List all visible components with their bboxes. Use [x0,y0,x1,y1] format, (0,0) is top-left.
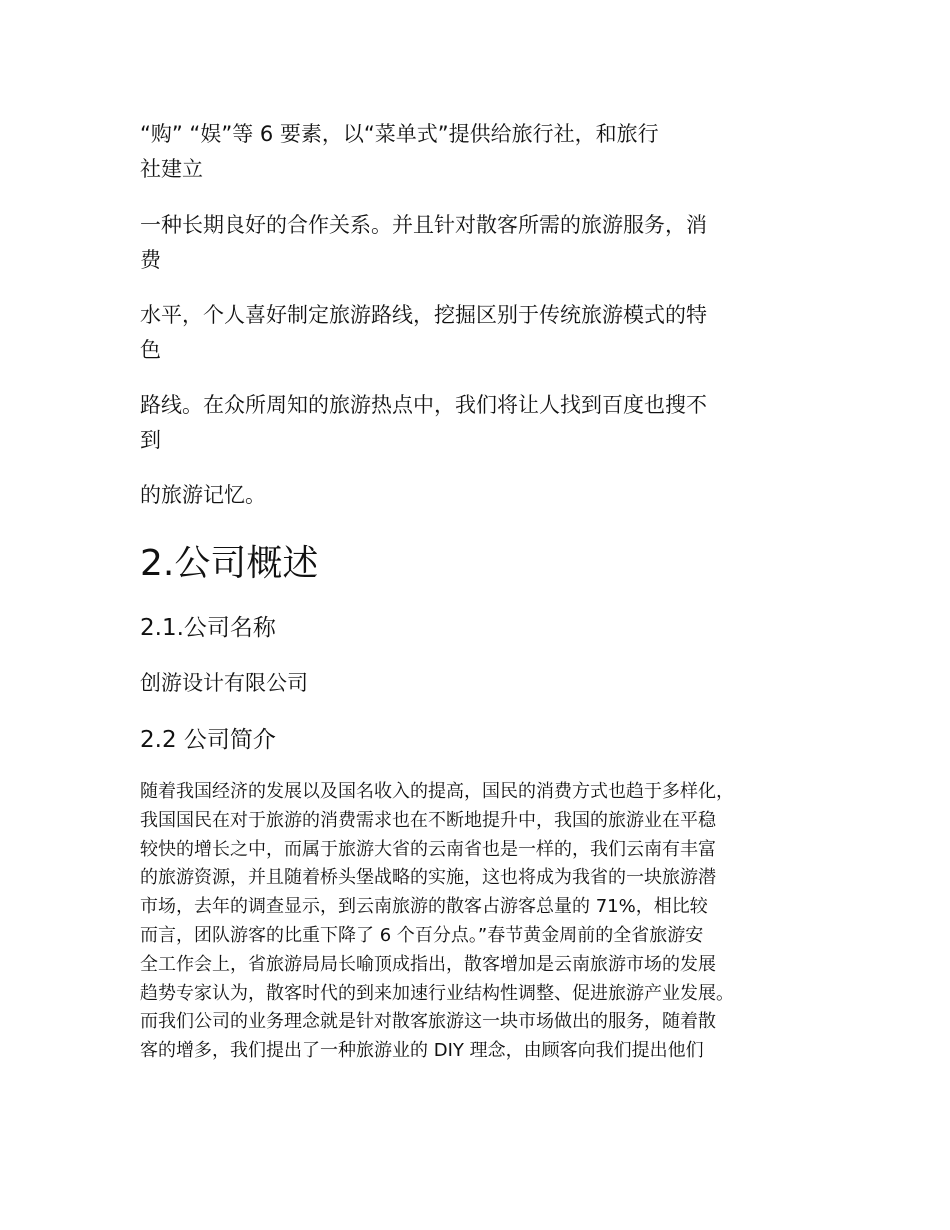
text-line: 费 [140,248,161,272]
text-line: 的旅游资源，并且随着桥头堡战略的实施，这也将成为我省的一块旅游潜 [140,867,716,889]
intro-paragraph-5 [140,478,830,513]
intro-paragraph-1 [140,117,830,187]
text-line: 而言，团队游客的比重下降了 6 个百分点。”春节黄金周前的全省旅游安 [140,924,704,946]
text-line: 色 [140,338,161,362]
text-line: 市场，去年的调查显示，到云南旅游的散客占游客总量的 71%，相比较 [140,896,708,918]
section-heading: 2.公司概述 [140,543,319,584]
text-line: 路线。在众所周知的旅游热点中，我们将让人找到百度也搜不 [140,393,707,417]
text-line: “购” “娱”等 6 要素，以“菜单式”提供给旅行社，和旅行 [140,122,659,146]
intro-paragraph-2 [140,208,830,278]
text-line: 而我们公司的业务理念就是针对散客旅游这一块市场做出的服务，随着散 [140,1011,716,1033]
text-line: 的旅游记忆。 [140,483,266,507]
intro-paragraph-3 [140,298,830,368]
text-line: 创游设计有限公司 [140,671,308,695]
text-line: 全工作会上，省旅游局局长喻顶成指出，散客增加是云南旅游市场的发展 [140,953,716,975]
text-line: 我国国民在对于旅游的消费需求也在不断地提升中，我国的旅游业在平稳 [140,809,716,831]
subsection-heading-company-intro: 2.2 公司简介 [140,727,276,753]
text-line: 趋势专家认为，散客时代的到来加速行业结构性调整、促进旅游产业发展。 [140,982,734,1004]
text-line: 社建立 [140,157,203,181]
company-name-text [140,666,830,701]
text-line: 客的增多，我们提出了一种旅游业的 DIY 理念，由顾客向我们提出他们 [140,1040,704,1062]
text-line: 水平，个人喜好制定旅游路线，挖掘区别于传统旅游模式的特 [140,303,707,327]
company-intro-body [140,778,840,1066]
text-line: 较快的增长之中，而属于旅游大省的云南省也是一样的，我们云南有丰富 [140,838,716,860]
text-line: 到 [140,428,161,452]
text-line: 随着我国经济的发展以及国名收入的提高，国民的消费方式也趋于多样化， [140,781,734,802]
text-line: 一种长期良好的合作关系。并且针对散客所需的旅游服务，消 [140,213,707,237]
intro-paragraph-4 [140,388,830,458]
subsection-heading-company-name: 2.1.公司名称 [140,615,276,641]
